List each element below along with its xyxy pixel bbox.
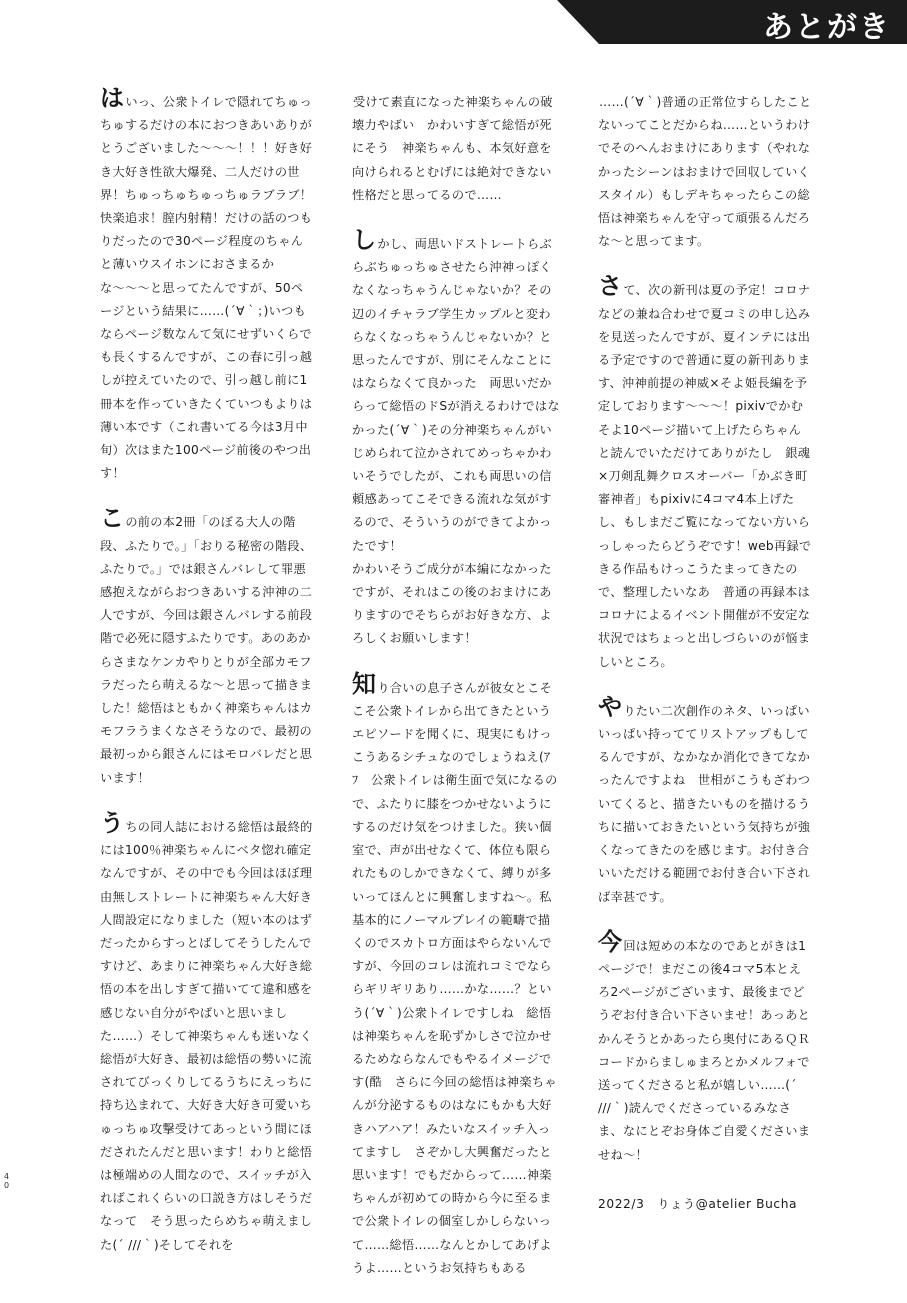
- paragraph: [598, 272, 812, 673]
- text-column-2: [352, 88, 563, 1303]
- paragraph-text: りたい二次創作のネタ、いっぱいいっぱい持っててリストアップもしてるんですが、なかなか消化できてなかったんですよね 世相がこうもざわついてくると、描きたいものを描けるうちに描いておきたいという気持ちが強くなってきたのを感じます。お付き合いいただける範囲でお付き合い下されば幸甚です。: [598, 703, 811, 904]
- page-title: あとがき: [763, 10, 891, 45]
- paragraph-text: かし、両思いドストレートらぶらぶちゅっちゅさせたら沖神っぽくなくなっちゃうんじゃないか？その辺のイチャラブ学生カップルと変わらなくなっちゃうんじゃないか？と思ったんですが、別にそんなことにはならなくて良かった 両思いだからって総悟のドSが消えるわけではなかった(´∀｀)その分神楽ちゃんがいじめられて泣かされてめっちゃかわいそうでしたが、これも両思いの信頼感あってこそできる流れな気がするので、そういうのができてよかったです！ かわいそうご成分が本編になかったですが、それはこの後のおまけにありますのでそちらがお好きな方、よろしくお願いします！: [352, 237, 560, 646]
- text-column-1: [100, 84, 314, 1280]
- paragraph-text: り合いの息子さんが彼女とこそこそ公衆トイレから出てきたというエピソードを聞くに、現実にもけっこうあるシチュなのでしょうねえ(ｱ ﾌ 公衆トイレは衛生面で気になるので、ふたりに膝をつかせないようにするのだけ気をつけました。狭い個室で、声が出せなくて、体位も限られたものしかできなくて、縛りが多いってほんとに興奮しますね〜。私基本的にノーマルプレイの範疇で描くのでスカトロ方面はやらないんですが、今回のコレは流れコミでなららギリギリあり……かな……？という(´∀｀)公衆トイレですしね 総悟は神楽ちゃんを恥ずかしさで泣かせるためならなんでもやるイメージです(酷 さらに今回の総悟は神楽ちゃんが分泌するものはなにもかも大好きハアハア！みたいなスイッチ入ってますし さぞかし大興奮だったと思います！でもだからって……神楽ちゃんが初めての時から今に至るまで公衆トイレの個室しかしらないって……総悟……なんとかしてあげようよ……というお気持ちもある: [352, 680, 563, 1275]
- paragraph-text: いっ、公衆トイレで隠れてちゅっちゅするだけの本におつきあいありがとうございました〜〜〜！！！好き好き大好き性欲大爆発、二人だけの世界！ちゅっちゅちゅっちゅラブラブ！快楽追求！膣内射精！だけの話のつもりだったので30ページ程度のちゃんと薄いウスイホンにおさまるかな〜〜〜と思ってたんですが、50ページという結果に……(´∀｀；)いつもならページ数なんて気にせずいくらでも長くするんですが、この春に引っ越しが控えていたので、引っ越し前に1冊本を作っていきたくていつもよりは薄い本です（これ書いてる今は3月中旬）次はまた100ページ前後のやつ出す！: [100, 95, 313, 481]
- paragraph-text: ちの同人誌における総悟は最終的には100％神楽ちゃんにベタ惚れ確定なんですが、その中でも今回はほぼ理由無しストレートに神楽ちゃん大好き人間設定になりました（短い本のはずだったからすっとばしてそうしたんですけど、あまりに神楽ちゃん大好き総悟の本を出しすぎて描いてて違和感を感じない自分がやばいと思いました……）そして神楽ちゃんも迷いなく総悟が大好き、最初は総悟の勢いに流されてびっくりしてるうちにえっちに持ち込まれて、大好き大好き可愛いちゅっちゅ攻撃受けてあっという間にほだされたんだと思います！わりと総悟は極端めの人間なので、スイッチが入ればこれくらいの口説き方はしそうだなって そう思ったらめちゃ萌えました(´ ///｀)そしてそれを: [100, 819, 313, 1252]
- paragraph: [352, 88, 560, 207]
- dropcap: う: [100, 808, 125, 837]
- dropcap: こ: [100, 504, 125, 533]
- paragraph: [598, 88, 812, 253]
- dropcap: 今: [598, 927, 623, 956]
- dropcap: し: [352, 226, 377, 255]
- dropcap: さ: [598, 272, 623, 301]
- paragraph-text: 受けて素直になった神楽ちゃんの破壊力やばい かわいすぎて総悟が死にそう 神楽ちゃんも、本気好意を向けられるとむげには絶対できない性格だと思ってるので……: [352, 95, 553, 202]
- paragraph: [352, 669, 563, 1280]
- paragraph: [352, 226, 560, 651]
- signature: 2022/3 りょう@atelier Bucha: [598, 1196, 798, 1211]
- dropcap: 知: [352, 669, 377, 698]
- paragraph: [598, 692, 812, 909]
- paragraph: [598, 927, 812, 1167]
- paragraph-text: て、次の新刊は夏の予定！コロナなどの兼ね合わせで夏コミの申し込みを見送ったんですが、夏インテには出る予定ですので普通に夏の新刊あります、沖神前提の神威×そよ姫長編を予定しております〜〜〜！pixivでかむそよ10ページ描いて上げたらちゃんと読んでいただけてありがたし 銀魂×刀剣乱舞クロスオーバー「かぶき町審神者」もpixivに4コマ4本上げたし、もしまだご覧になってない方いらっしゃったらどうぞです！web再録できる作品もけっこうたまってきたので、整理したいなあ 普通の再録本はコロナによるイベント開催が不安定な状況ではちょっと出しづらいのが悩ましいところ。: [598, 283, 812, 669]
- dropcap: や: [598, 692, 623, 721]
- text-column-3: [598, 88, 812, 1239]
- paragraph-text: 回は短めの本なのであとがきは1ページで！まだこの後4コマ5本とえろ2ページがございます、最後までどうぞお付き合い下さいませ！あっあとかんそうとかあったら奥付にあるＱＲコードからましゅまろとかメルフォで送ってくださると私が嬉しい……(´ ///｀)読んでくださっているみなさま、なにとぞお身体ご自愛くださいませね〜！: [598, 938, 811, 1162]
- dropcap: は: [100, 84, 125, 112]
- paragraph-text: ……(´∀｀)普通の正常位すらしたことないってことだからね……というわけでそのへんおまけにあります（やれなかったシーンはおまけで回収していくスタイル）もしデキちゃったらこの総悟は神楽ちゃんを守って頑張るんだろな〜と思ってます。: [598, 95, 812, 249]
- paragraph-text: の前の本2冊「のぼる大人の階段、ふたりで。」「おりる秘密の階段、ふたりで。」では銀さんバレして罪悪感抱えながらおつきあいする沖神の二人ですが、今回は銀さんバレする前段階で必死に隠すふたりです。あのあからさまなケンカやりとりが全部カモフラだったら萌えるな〜と思って描きました！総悟はともかく神楽ちゃんはカモフラうまくなさそうなので、最初の最初っから銀さんにはモロバレだと思います！: [100, 515, 313, 785]
- paragraph: [100, 808, 314, 1257]
- paragraph: [100, 504, 314, 789]
- paragraph: [100, 84, 314, 485]
- page-number: 40: [4, 1172, 10, 1190]
